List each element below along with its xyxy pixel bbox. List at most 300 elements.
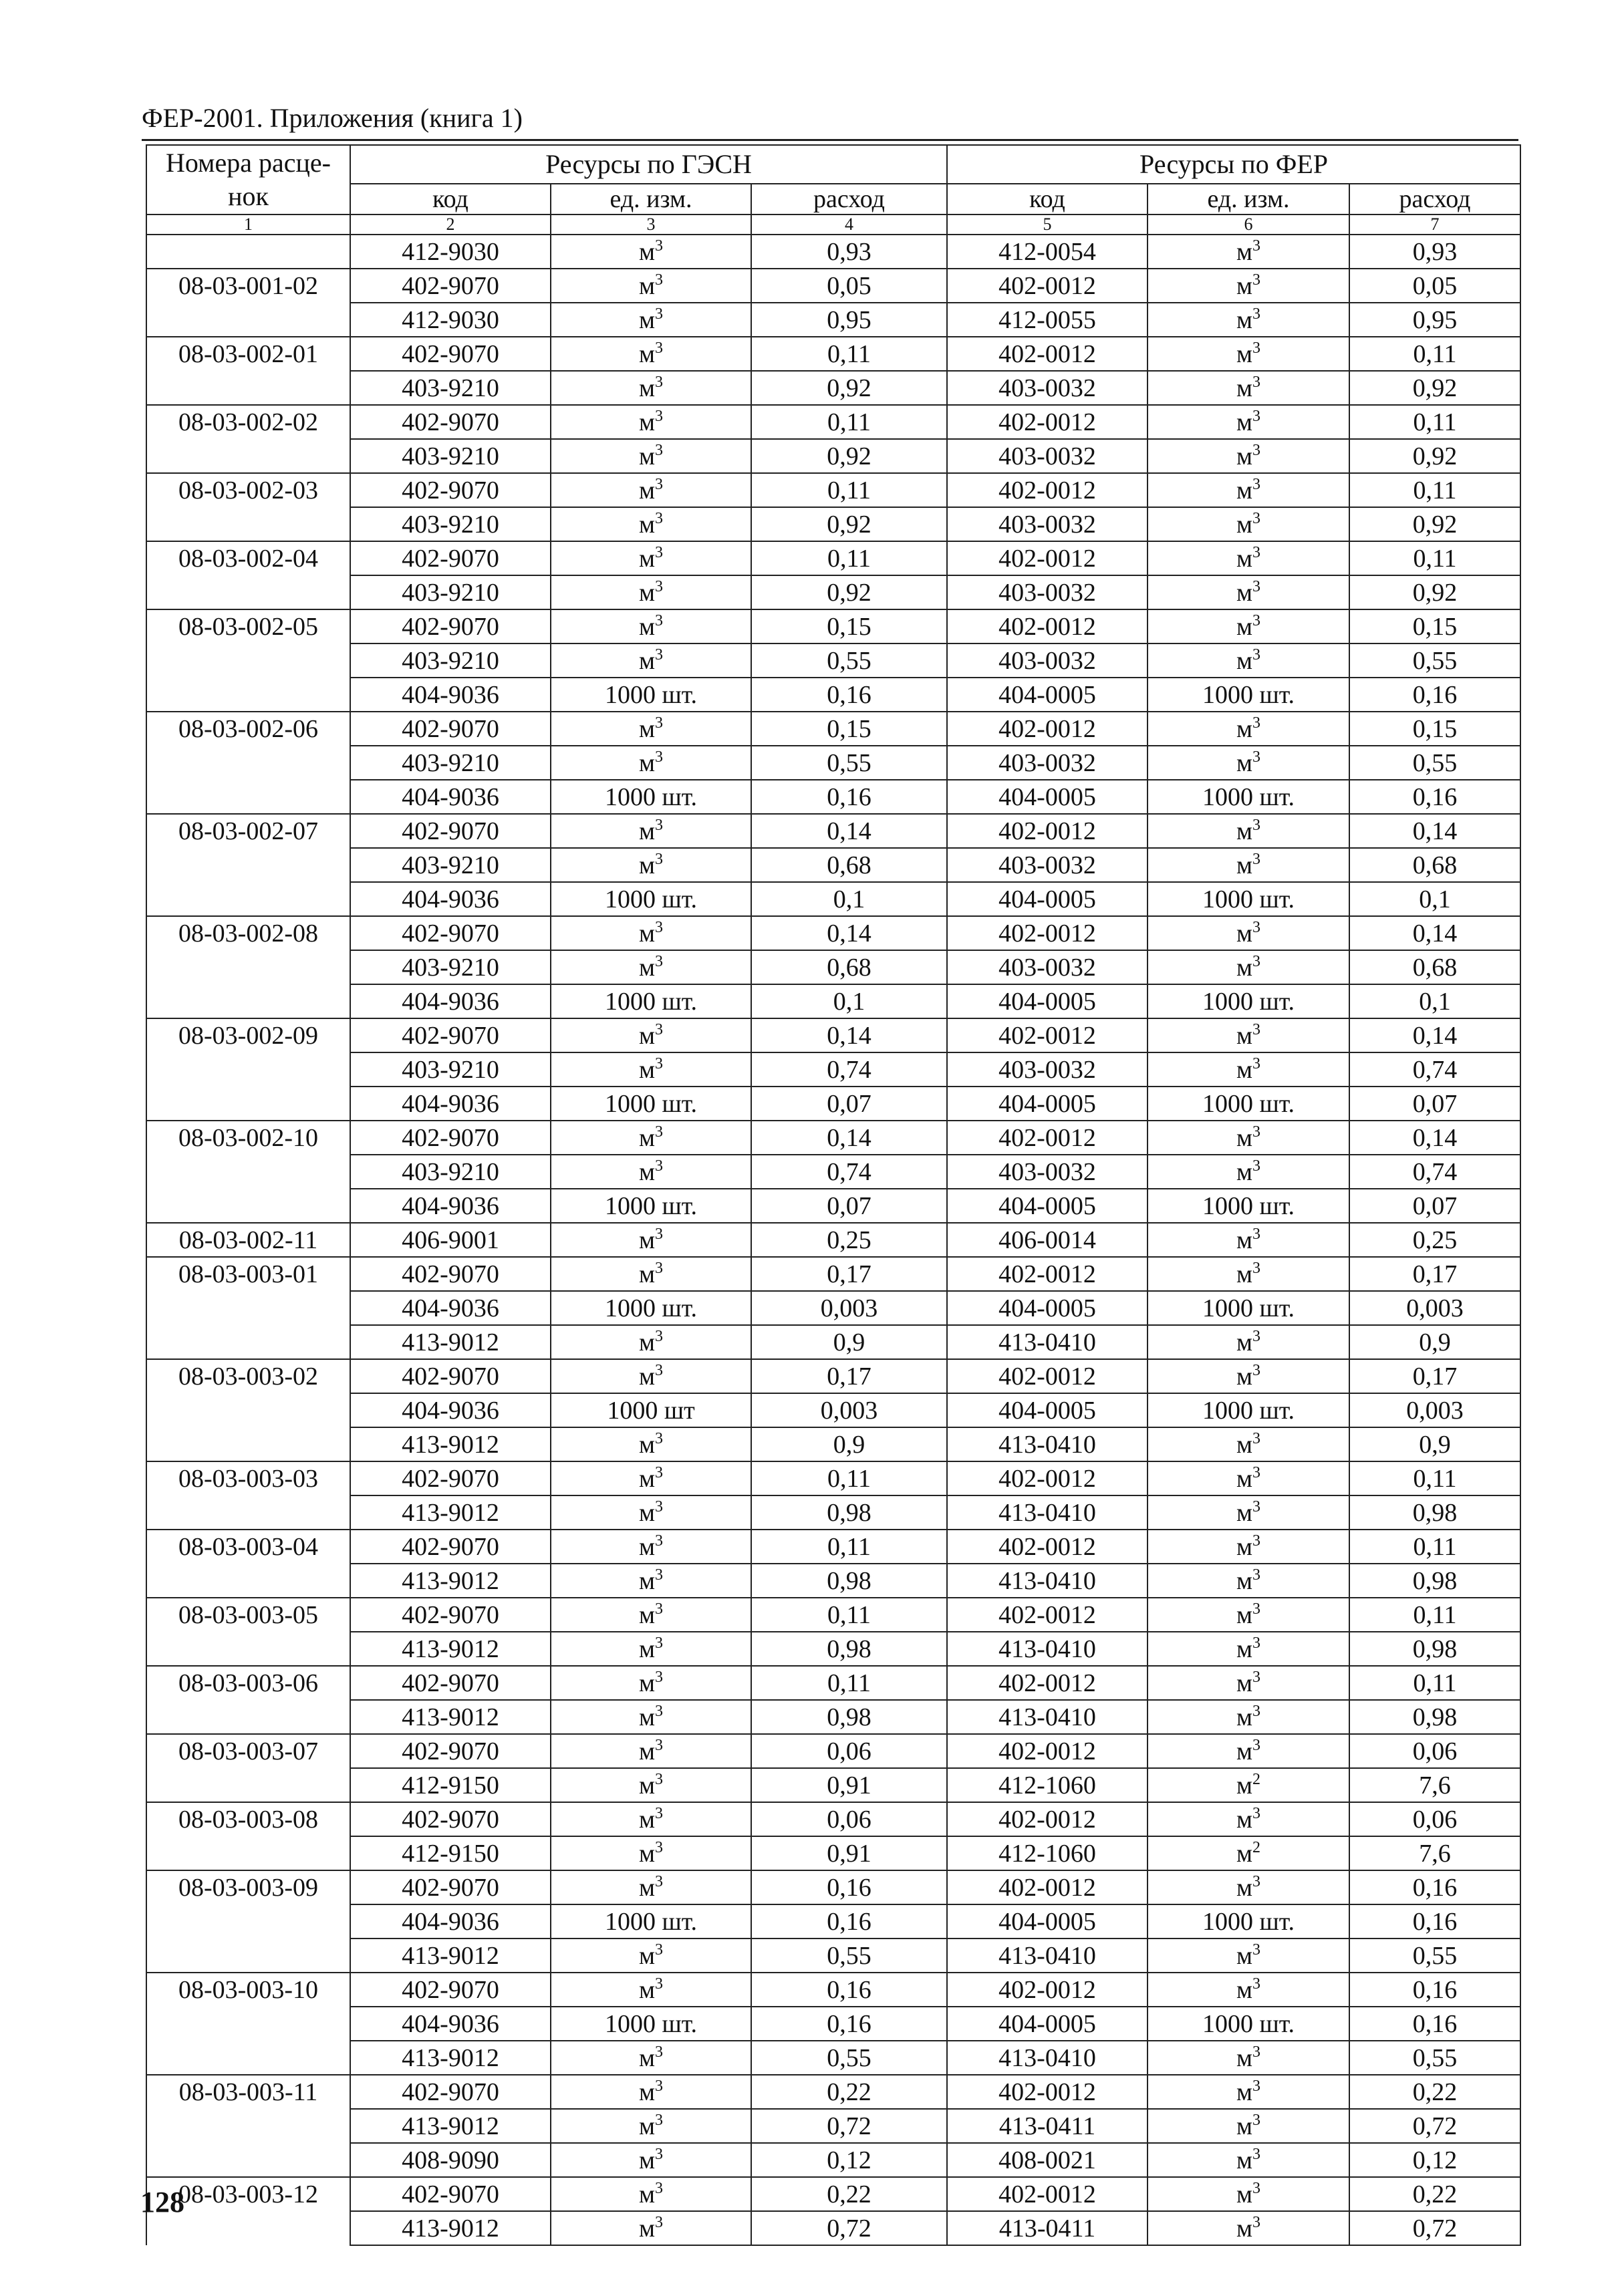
unit-text: м xyxy=(638,1634,656,1663)
unit-text: м xyxy=(1236,2180,1253,2208)
fer-code: 402-0012 xyxy=(947,1018,1148,1052)
fer-quantity: 7,6 xyxy=(1349,1836,1520,1870)
gesn-quantity: 0,11 xyxy=(751,1598,947,1632)
fer-unit xyxy=(1148,1223,1349,1257)
unit-text: м xyxy=(638,1669,656,1697)
fer-unit xyxy=(1148,1393,1349,1427)
gesn-code: 412-9030 xyxy=(350,303,551,337)
gesn-code: 413-9012 xyxy=(350,2041,551,2075)
unit-text: м xyxy=(638,748,656,777)
fer-unit xyxy=(1148,303,1349,337)
gesn-unit xyxy=(551,269,751,303)
gesn-code: 403-9210 xyxy=(350,1155,551,1189)
unit-text: 1000 шт. xyxy=(604,782,697,811)
unit-text: м xyxy=(1236,544,1253,573)
fer-quantity: 0,06 xyxy=(1349,1802,1520,1836)
rate-number: 08-03-002-10 xyxy=(146,1121,350,1155)
fer-quantity: 0,11 xyxy=(1349,1666,1520,1700)
unit-text: м xyxy=(638,2112,656,2140)
rate-number xyxy=(146,882,350,916)
rate-number xyxy=(146,1904,350,1939)
unit-text: м xyxy=(638,1941,656,1970)
unit-text: м xyxy=(638,1430,656,1459)
rate-number xyxy=(146,2143,350,2177)
unit-exponent: 3 xyxy=(655,2213,664,2231)
table-row xyxy=(146,1121,1520,1155)
gesn-code: 402-9070 xyxy=(350,1734,551,1768)
fer-unit xyxy=(1148,575,1349,609)
gesn-quantity: 0,98 xyxy=(751,1564,947,1598)
fer-code: 403-0032 xyxy=(947,507,1148,541)
fer-quantity: 0,14 xyxy=(1349,1018,1520,1052)
gesn-code: 403-9210 xyxy=(350,643,551,678)
gesn-unit xyxy=(551,1087,751,1121)
column-number: 2 xyxy=(350,214,551,235)
unit-text: м xyxy=(638,1055,656,1084)
unit-exponent: 3 xyxy=(655,1941,664,1959)
unit-text: м xyxy=(1236,339,1253,368)
fer-quantity: 0,07 xyxy=(1349,1189,1520,1223)
unit-exponent: 3 xyxy=(655,1804,664,1822)
gesn-unit xyxy=(551,984,751,1018)
fer-unit xyxy=(1148,507,1349,541)
table-row xyxy=(146,1495,1520,1530)
gesn-unit xyxy=(551,1632,751,1666)
fer-unit xyxy=(1148,1495,1349,1530)
unit-exponent: 3 xyxy=(1252,1872,1261,1890)
fer-quantity: 0,15 xyxy=(1349,712,1520,746)
gesn-unit xyxy=(551,1598,751,1632)
table-row xyxy=(146,643,1520,678)
unit-text: м xyxy=(638,2180,656,2208)
gesn-code: 413-9012 xyxy=(350,2211,551,2245)
fer-quantity: 0,11 xyxy=(1349,1530,1520,1564)
unit-text: 1000 шт. xyxy=(604,1089,697,1118)
unit-text: м xyxy=(638,1362,656,1391)
unit-text: 1000 шт. xyxy=(1202,885,1295,913)
unit-text: 1000 шт. xyxy=(604,885,697,913)
gesn-code: 413-9012 xyxy=(350,1564,551,1598)
table-row xyxy=(146,678,1520,712)
fer-unit xyxy=(1148,1359,1349,1393)
unit-text: м xyxy=(1236,646,1253,675)
fer-quantity: 0,15 xyxy=(1349,609,1520,643)
table-row xyxy=(146,984,1520,1018)
rate-number xyxy=(146,678,350,712)
unit-text: м xyxy=(1236,1805,1253,1834)
fer-unit xyxy=(1148,1189,1349,1223)
gesn-unit xyxy=(551,1052,751,1087)
gesn-quantity: 0,92 xyxy=(751,439,947,473)
unit-text: м xyxy=(1236,1498,1253,1527)
table-row xyxy=(146,1257,1520,1291)
table-row xyxy=(146,1904,1520,1939)
unit-text: м xyxy=(638,2146,656,2174)
gesn-unit xyxy=(551,507,751,541)
table-row xyxy=(146,1325,1520,1359)
unit-exponent: 3 xyxy=(1252,1736,1261,1754)
table-row xyxy=(146,235,1520,269)
unit-exponent: 3 xyxy=(1252,1157,1261,1175)
resources-table xyxy=(146,144,1521,2246)
unit-text: м xyxy=(638,305,656,334)
header-rate-numbers-line1: Номера расце- xyxy=(166,148,331,178)
gesn-code: 406-9001 xyxy=(350,1223,551,1257)
gesn-quantity: 0,91 xyxy=(751,1768,947,1802)
fer-quantity: 0,72 xyxy=(1349,2211,1520,2245)
gesn-code: 413-9012 xyxy=(350,1427,551,1461)
unit-text: м xyxy=(1236,612,1253,641)
gesn-code: 403-9210 xyxy=(350,507,551,541)
fer-unit xyxy=(1148,269,1349,303)
fer-code: 402-0012 xyxy=(947,541,1148,575)
unit-exponent: 3 xyxy=(1252,1497,1261,1516)
unit-exponent: 3 xyxy=(655,1736,664,1754)
fer-code: 412-0054 xyxy=(947,235,1148,269)
gesn-quantity: 0,95 xyxy=(751,303,947,337)
unit-text: 1000 шт. xyxy=(604,680,697,709)
unit-exponent: 3 xyxy=(655,1702,664,1720)
gesn-quantity: 0,22 xyxy=(751,2177,947,2211)
gesn-quantity: 0,91 xyxy=(751,1836,947,1870)
gesn-unit xyxy=(551,1700,751,1734)
gesn-quantity: 0,16 xyxy=(751,1904,947,1939)
fer-code: 403-0032 xyxy=(947,643,1148,678)
unit-exponent: 3 xyxy=(655,441,664,459)
unit-text: 1000 шт. xyxy=(1202,1089,1295,1118)
unit-exponent: 3 xyxy=(1252,1566,1261,1584)
gesn-code: 404-9036 xyxy=(350,678,551,712)
unit-exponent: 3 xyxy=(655,1123,664,1141)
fer-unit xyxy=(1148,814,1349,848)
unit-text: м xyxy=(638,1157,656,1186)
fer-quantity: 0,22 xyxy=(1349,2075,1520,2109)
table-row xyxy=(146,848,1520,882)
unit-text: 1000 шт. xyxy=(1202,1294,1295,1322)
unit-text: м xyxy=(1236,1975,1253,2004)
unit-exponent: 3 xyxy=(655,2145,664,2163)
gesn-unit xyxy=(551,1461,751,1495)
rate-number xyxy=(146,1052,350,1087)
unit-text: 1000 шт. xyxy=(1202,987,1295,1016)
unit-text: 1000 шт. xyxy=(604,2009,697,2038)
fer-quantity: 0,98 xyxy=(1349,1495,1520,1530)
gesn-code: 402-9070 xyxy=(350,609,551,643)
unit-exponent: 3 xyxy=(1252,305,1261,323)
fer-code: 413-0410 xyxy=(947,1325,1148,1359)
unit-text: м xyxy=(1236,578,1253,607)
table-row xyxy=(146,609,1520,643)
gesn-code: 404-9036 xyxy=(350,1393,551,1427)
fer-quantity: 0,07 xyxy=(1349,1087,1520,1121)
gesn-quantity: 0,92 xyxy=(751,575,947,609)
table-row xyxy=(146,2075,1520,2109)
gesn-quantity: 0,15 xyxy=(751,609,947,643)
fer-code: 402-0012 xyxy=(947,1461,1148,1495)
rate-number xyxy=(146,2007,350,2041)
unit-exponent: 3 xyxy=(655,1259,664,1277)
fer-quantity: 0,06 xyxy=(1349,1734,1520,1768)
gesn-code: 402-9070 xyxy=(350,1973,551,2007)
fer-quantity: 0,11 xyxy=(1349,405,1520,439)
fer-quantity: 0,93 xyxy=(1349,235,1520,269)
unit-text: м xyxy=(1236,374,1253,402)
fer-code: 404-0005 xyxy=(947,2007,1148,2041)
gesn-code: 402-9070 xyxy=(350,269,551,303)
unit-text: м xyxy=(638,271,656,300)
unit-exponent: 3 xyxy=(1252,1020,1261,1038)
unit-text: м xyxy=(638,1328,656,1356)
fer-code: 413-0410 xyxy=(947,1700,1148,1734)
gesn-quantity: 0,11 xyxy=(751,1666,947,1700)
fer-unit xyxy=(1148,337,1349,371)
unit-exponent: 3 xyxy=(1252,441,1261,459)
gesn-quantity: 0,003 xyxy=(751,1291,947,1325)
fer-code: 402-0012 xyxy=(947,916,1148,950)
unit-exponent: 3 xyxy=(655,407,664,425)
header-gesn-resources: Ресурсы по ГЭСН xyxy=(350,145,947,184)
gesn-quantity: 0,16 xyxy=(751,678,947,712)
unit-exponent: 3 xyxy=(655,1157,664,1175)
unit-text: м xyxy=(638,1600,656,1629)
gesn-code: 404-9036 xyxy=(350,2007,551,2041)
fer-unit xyxy=(1148,1291,1349,1325)
fer-quantity: 0,92 xyxy=(1349,575,1520,609)
unit-exponent: 3 xyxy=(655,2111,664,2129)
fer-code: 406-0014 xyxy=(947,1223,1148,1257)
subheader-gesn-code: код xyxy=(350,184,551,214)
fer-unit xyxy=(1148,1598,1349,1632)
table-row xyxy=(146,439,1520,473)
fer-code: 403-0032 xyxy=(947,950,1148,984)
gesn-quantity: 0,12 xyxy=(751,2143,947,2177)
fer-code: 404-0005 xyxy=(947,780,1148,814)
unit-exponent: 3 xyxy=(1252,2145,1261,2163)
gesn-code: 404-9036 xyxy=(350,1291,551,1325)
gesn-unit xyxy=(551,337,751,371)
column-number: 7 xyxy=(1349,214,1520,235)
gesn-quantity: 0,11 xyxy=(751,1530,947,1564)
gesn-unit xyxy=(551,1666,751,1700)
unit-exponent: 3 xyxy=(655,611,664,629)
table-row xyxy=(146,1052,1520,1087)
unit-text: м xyxy=(638,1737,656,1765)
header-fer-resources: Ресурсы по ФЕР xyxy=(947,145,1520,184)
fer-quantity: 0,55 xyxy=(1349,643,1520,678)
unit-text: 1000 шт. xyxy=(604,1907,697,1936)
unit-exponent: 3 xyxy=(1252,1634,1261,1652)
fer-quantity: 0,16 xyxy=(1349,678,1520,712)
unit-text: 1000 шт. xyxy=(1202,782,1295,811)
unit-text: м xyxy=(638,408,656,436)
unit-text: м xyxy=(1236,817,1253,845)
fer-quantity: 0,11 xyxy=(1349,1461,1520,1495)
unit-exponent: 3 xyxy=(655,1225,664,1243)
fer-code: 404-0005 xyxy=(947,1291,1148,1325)
unit-exponent: 3 xyxy=(1252,509,1261,527)
gesn-unit xyxy=(551,1939,751,1973)
unit-text: м xyxy=(638,1226,656,1254)
unit-exponent: 3 xyxy=(655,714,664,732)
unit-exponent: 3 xyxy=(655,2077,664,2095)
gesn-unit xyxy=(551,1802,751,1836)
gesn-quantity: 0,15 xyxy=(751,712,947,746)
unit-text: м xyxy=(1236,1430,1253,1459)
gesn-unit xyxy=(551,1870,751,1904)
table-row xyxy=(146,1939,1520,1973)
gesn-quantity: 0,14 xyxy=(751,916,947,950)
table-row xyxy=(146,1393,1520,1427)
gesn-unit xyxy=(551,1121,751,1155)
gesn-quantity: 0,55 xyxy=(751,746,947,780)
fer-unit xyxy=(1148,473,1349,507)
fer-code: 402-0012 xyxy=(947,473,1148,507)
gesn-unit xyxy=(551,814,751,848)
fer-code: 403-0032 xyxy=(947,1052,1148,1087)
unit-text: м xyxy=(1236,2146,1253,2174)
header-rate-numbers-line2: нок xyxy=(228,181,269,211)
gesn-unit xyxy=(551,405,751,439)
gesn-quantity: 0,68 xyxy=(751,848,947,882)
unit-exponent: 3 xyxy=(655,1497,664,1516)
gesn-quantity: 0,14 xyxy=(751,1018,947,1052)
unit-text: м xyxy=(1236,1362,1253,1391)
rate-number: 08-03-001-02 xyxy=(146,269,350,303)
unit-exponent: 3 xyxy=(655,1668,664,1686)
unit-text: м xyxy=(1236,1771,1253,1800)
gesn-code: 402-9070 xyxy=(350,1257,551,1291)
fer-code: 402-0012 xyxy=(947,1121,1148,1155)
gesn-quantity: 0,05 xyxy=(751,269,947,303)
table-row xyxy=(146,371,1520,405)
gesn-unit xyxy=(551,303,751,337)
unit-text: м xyxy=(1236,476,1253,505)
fer-code: 404-0005 xyxy=(947,984,1148,1018)
gesn-unit xyxy=(551,235,751,269)
fer-code: 402-0012 xyxy=(947,1870,1148,1904)
unit-exponent: 3 xyxy=(655,645,664,664)
gesn-code: 404-9036 xyxy=(350,780,551,814)
unit-text: м xyxy=(1236,748,1253,777)
gesn-unit xyxy=(551,1291,751,1325)
table-row xyxy=(146,814,1520,848)
fer-unit xyxy=(1148,746,1349,780)
fer-code: 413-0410 xyxy=(947,1564,1148,1598)
gesn-code: 402-9070 xyxy=(350,814,551,848)
unit-text: м xyxy=(638,1703,656,1731)
fer-code: 402-0012 xyxy=(947,405,1148,439)
fer-quantity: 0,55 xyxy=(1349,2041,1520,2075)
gesn-code: 403-9210 xyxy=(350,848,551,882)
rate-number xyxy=(146,1393,350,1427)
table-row xyxy=(146,2211,1520,2245)
rate-number: 08-03-002-11 xyxy=(146,1223,350,1257)
unit-text: м xyxy=(638,442,656,470)
table-row xyxy=(146,1427,1520,1461)
rate-number: 08-03-002-01 xyxy=(146,337,350,371)
gesn-unit xyxy=(551,2041,751,2075)
gesn-quantity: 0,16 xyxy=(751,1973,947,2007)
unit-text: м xyxy=(638,237,656,266)
unit-text: 1000 шт. xyxy=(604,1294,697,1322)
unit-exponent: 3 xyxy=(655,373,664,391)
unit-text: м xyxy=(1236,1260,1253,1288)
gesn-quantity: 0,16 xyxy=(751,1870,947,1904)
unit-text: м xyxy=(638,851,656,879)
unit-text: м xyxy=(1236,1941,1253,1970)
fer-quantity: 0,16 xyxy=(1349,1870,1520,1904)
unit-exponent: 3 xyxy=(1252,2111,1261,2129)
unit-exponent: 3 xyxy=(1252,714,1261,732)
rate-number: 08-03-003-08 xyxy=(146,1802,350,1836)
gesn-unit xyxy=(551,609,751,643)
unit-text: м xyxy=(638,1839,656,1868)
unit-exponent: 3 xyxy=(655,271,664,289)
unit-exponent: 3 xyxy=(655,509,664,527)
rate-number xyxy=(146,235,350,269)
table-row xyxy=(146,1632,1520,1666)
gesn-quantity: 0,22 xyxy=(751,2075,947,2109)
unit-exponent: 3 xyxy=(655,1872,664,1890)
gesn-unit xyxy=(551,2007,751,2041)
fer-quantity: 0,16 xyxy=(1349,1973,1520,2007)
unit-text: м xyxy=(638,1532,656,1561)
fer-code: 402-0012 xyxy=(947,1734,1148,1768)
fer-quantity: 0,98 xyxy=(1349,1632,1520,1666)
unit-text: 1000 шт. xyxy=(1202,680,1295,709)
table-row xyxy=(146,1223,1520,1257)
fer-unit xyxy=(1148,1632,1349,1666)
fer-quantity: 0,14 xyxy=(1349,916,1520,950)
fer-quantity: 0,11 xyxy=(1349,1598,1520,1632)
table-row xyxy=(146,1768,1520,1802)
unit-exponent: 3 xyxy=(655,1975,664,1993)
gesn-unit xyxy=(551,1427,751,1461)
fer-code: 403-0032 xyxy=(947,1155,1148,1189)
fer-code: 413-0411 xyxy=(947,2211,1148,2245)
unit-text: м xyxy=(638,612,656,641)
fer-unit xyxy=(1148,1530,1349,1564)
fer-code: 404-0005 xyxy=(947,1393,1148,1427)
fer-quantity: 0,1 xyxy=(1349,882,1520,916)
unit-exponent: 3 xyxy=(655,2179,664,2197)
unit-text: м xyxy=(638,374,656,402)
rate-number xyxy=(146,1836,350,1870)
gesn-unit xyxy=(551,882,751,916)
subheader-gesn-quantity: расход xyxy=(751,184,947,214)
fer-unit xyxy=(1148,1802,1349,1836)
unit-exponent: 3 xyxy=(1252,1941,1261,1959)
rate-number xyxy=(146,1939,350,1973)
unit-exponent: 3 xyxy=(1252,2043,1261,2061)
unit-exponent: 3 xyxy=(1252,2077,1261,2095)
gesn-unit xyxy=(551,1018,751,1052)
fer-quantity: 0,16 xyxy=(1349,2007,1520,2041)
table-row xyxy=(146,541,1520,575)
unit-exponent: 3 xyxy=(655,305,664,323)
rate-number: 08-03-002-07 xyxy=(146,814,350,848)
fer-code: 413-0410 xyxy=(947,1427,1148,1461)
fer-code: 402-0012 xyxy=(947,269,1148,303)
gesn-code: 402-9070 xyxy=(350,2177,551,2211)
unit-exponent: 3 xyxy=(655,1634,664,1652)
rate-number xyxy=(146,984,350,1018)
unit-exponent: 3 xyxy=(1252,918,1261,936)
gesn-code: 404-9036 xyxy=(350,1904,551,1939)
fer-unit xyxy=(1148,1700,1349,1734)
unit-text: м xyxy=(1236,1021,1253,1050)
rate-number: 08-03-003-04 xyxy=(146,1530,350,1564)
